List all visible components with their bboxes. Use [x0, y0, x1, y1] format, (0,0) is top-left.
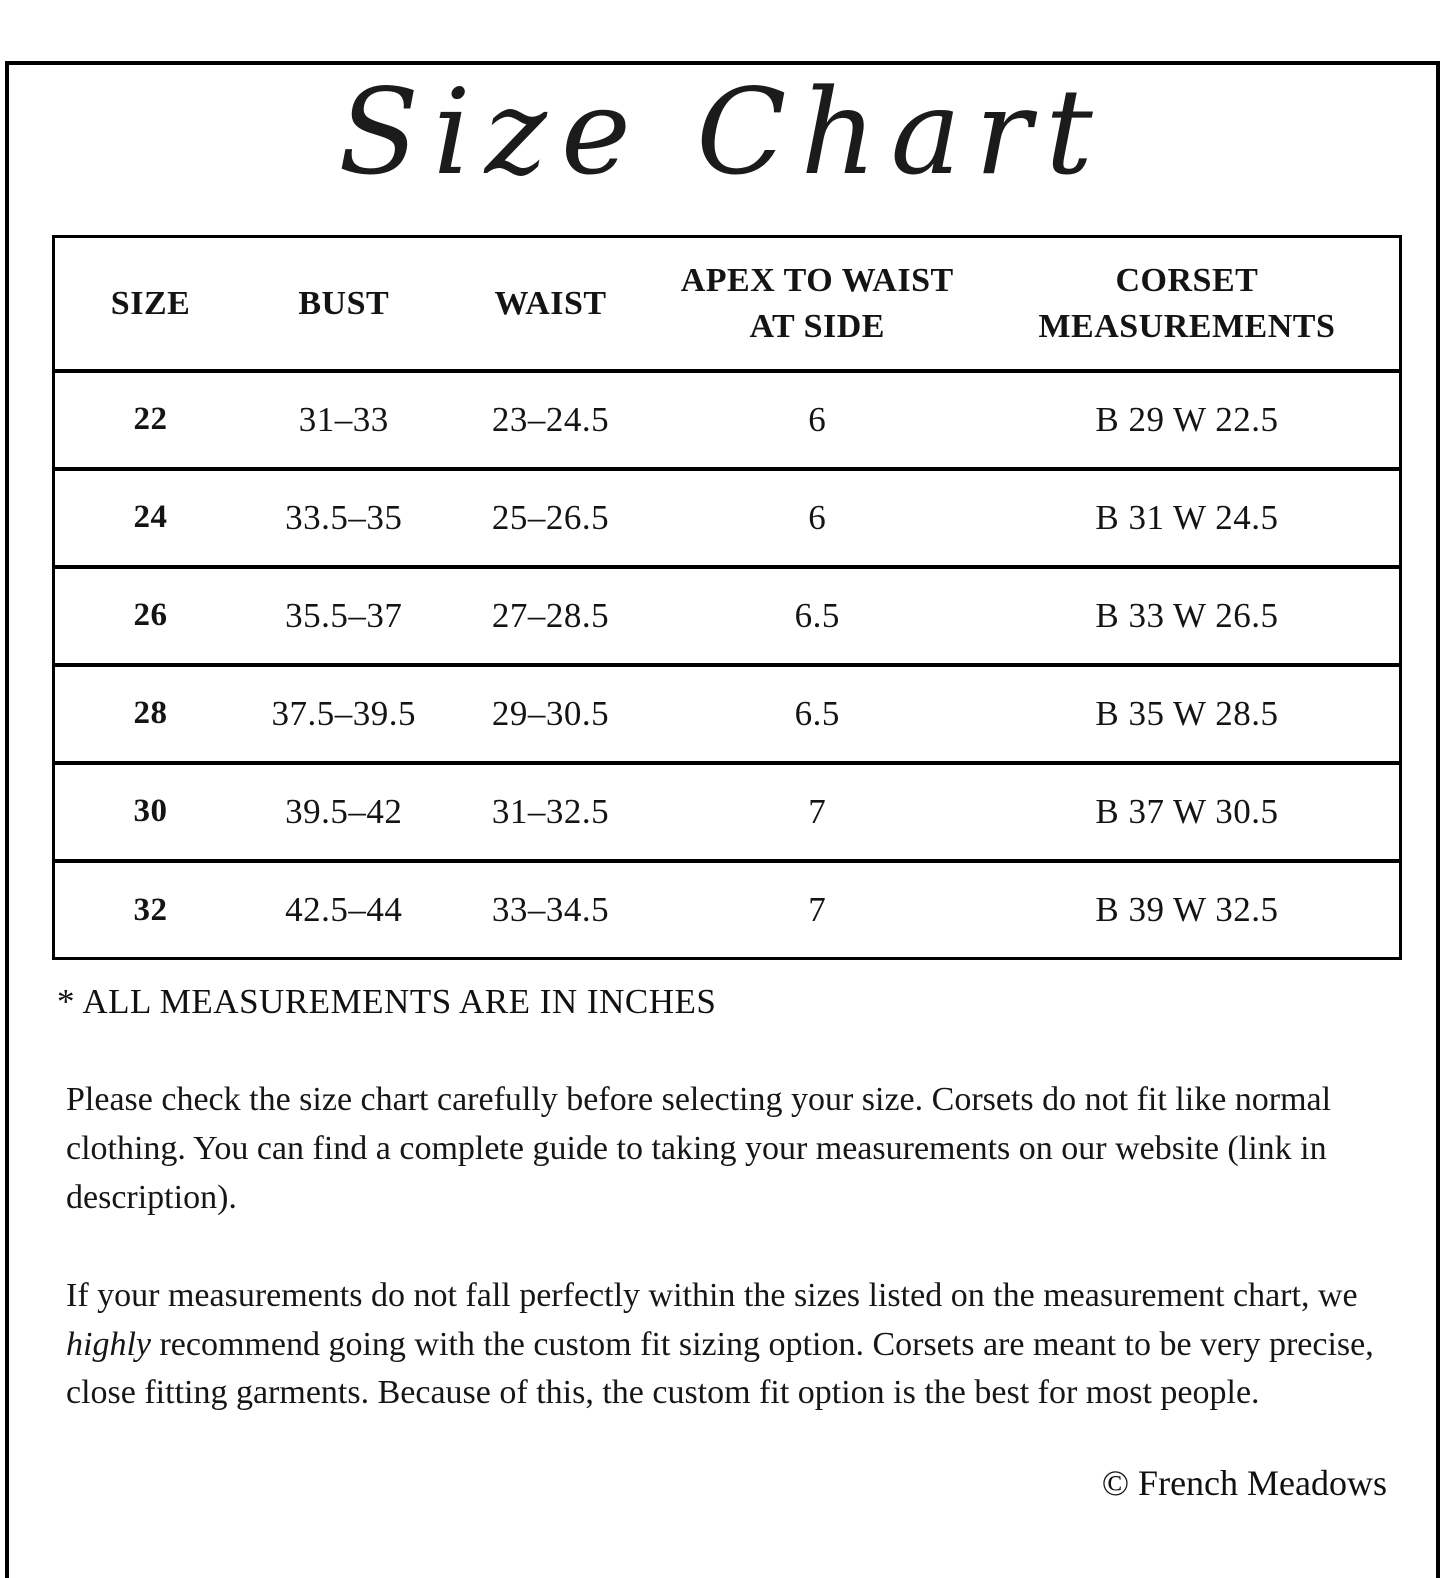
column-header-apex-label: APEX TO WAIST AT SIDE	[680, 261, 954, 345]
cell-waist: 25–26.5	[491, 497, 610, 537]
cell-apex: 6.5	[794, 693, 840, 733]
cell-waist: 31–32.5	[491, 791, 610, 831]
size-chart-table	[52, 235, 1402, 960]
cell-bust: 39.5–42	[285, 791, 403, 831]
cell-bust: 35.5–37	[285, 595, 403, 635]
cell-waist: 29–30.5	[491, 693, 610, 733]
table-row-size-24	[54, 469, 1401, 567]
column-header-waist-label: WAIST	[494, 284, 607, 322]
info-paragraphs	[66, 1076, 1387, 1418]
cell-apex: 6	[808, 399, 827, 439]
column-header-bust	[246, 237, 441, 371]
measurements-footnote: * ALL MEASUREMENTS ARE IN INCHES	[57, 982, 717, 1022]
cell-corset: B 35 W 28.5	[1095, 693, 1279, 733]
paragraph-1-text: Please check the size chart carefully before selecting your size. Corsets do not fit like normal clothing. You can find a complete guide to taking your measurements on our website (link in description).	[66, 1081, 1332, 1216]
cell-bust: 33.5–35	[285, 497, 403, 537]
cell-bust: 37.5–39.5	[271, 693, 417, 733]
table-row-size-30	[54, 763, 1401, 861]
cell-apex: 7	[808, 791, 827, 831]
column-header-size	[54, 237, 247, 371]
cell-waist: 33–34.5	[491, 890, 610, 930]
size-chart-page	[0, 56, 1445, 1578]
cell-apex: 6.5	[794, 595, 840, 635]
cell-corset: B 33 W 26.5	[1095, 595, 1279, 635]
cell-waist: 27–28.5	[491, 595, 610, 635]
cell-size: 26	[133, 597, 168, 634]
cell-corset: B 37 W 30.5	[1095, 791, 1279, 831]
cell-size: 22	[133, 401, 168, 438]
table-row-size-32	[54, 861, 1401, 959]
cell-waist: 23–24.5	[491, 399, 610, 439]
cell-bust: 42.5–44	[285, 890, 403, 930]
table-header-row	[54, 237, 1401, 371]
paragraph-2-emphasis: highly	[66, 1325, 151, 1363]
paragraph-2-before: If your measurements do not fall perfectly within the sizes listed on the measurement chart, we	[66, 1277, 1358, 1315]
paragraph-2-after: recommend going with the custom fit sizing option. Corsets are meant to be very precise, close fitting garments. Because of this, the custom fit option is the best for most people.	[66, 1325, 1374, 1412]
page-title: Size Chart	[338, 63, 1107, 201]
cell-size: 24	[133, 499, 168, 536]
table-row-size-28	[54, 665, 1401, 763]
paragraph-custom-fit-recommendation	[66, 1272, 1387, 1418]
cell-corset: B 39 W 32.5	[1095, 890, 1279, 930]
column-header-corset-label: CORSET MEASUREMENTS	[1038, 261, 1336, 345]
column-header-corset-measurements	[975, 237, 1401, 371]
table-row-size-22	[54, 371, 1401, 469]
cell-apex: 6	[808, 497, 827, 537]
paragraph-size-chart-notice	[66, 1076, 1387, 1222]
table-row-size-26	[54, 567, 1401, 665]
column-header-apex-to-waist	[660, 237, 975, 371]
cell-bust: 31–33	[298, 399, 389, 439]
copyright-notice: © French Meadows	[1101, 1463, 1387, 1504]
column-header-bust-label: BUST	[298, 284, 390, 322]
column-header-size-label: SIZE	[110, 284, 191, 322]
cell-corset: B 31 W 24.5	[1095, 497, 1279, 537]
cell-size: 28	[133, 695, 168, 732]
cell-corset: B 29 W 22.5	[1095, 399, 1279, 439]
cell-apex: 7	[808, 890, 827, 930]
column-header-waist	[441, 237, 659, 371]
cell-size: 30	[133, 793, 168, 830]
cell-size: 32	[133, 891, 168, 928]
